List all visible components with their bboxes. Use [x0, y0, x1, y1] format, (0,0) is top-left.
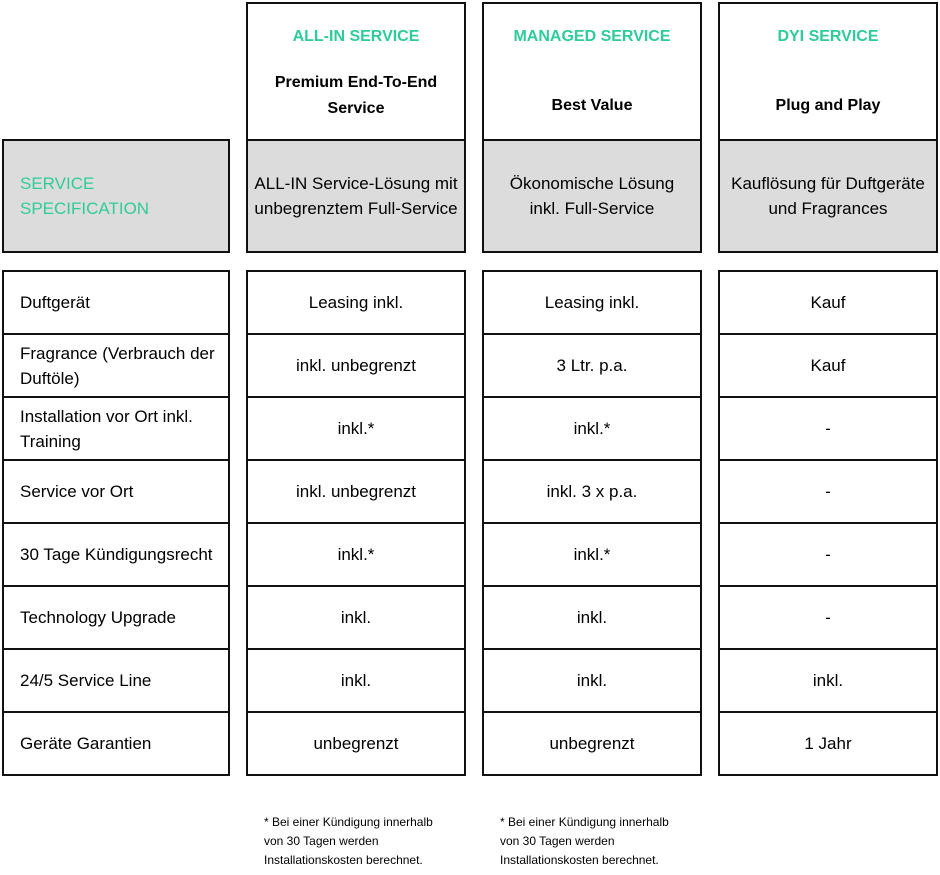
plan-description: ALL-IN Service-Lösung mit unbegrenztem Full-Service [254, 174, 458, 218]
plan-name: MANAGED SERVICE [513, 28, 671, 45]
plan-subtitle: Best Value [551, 97, 633, 114]
feature-value: inkl. unbegrenzt [246, 333, 466, 398]
feature-value: unbegrenzt [482, 711, 702, 776]
feature-value: Leasing inkl. [482, 270, 702, 335]
feature-value: inkl. [246, 648, 466, 713]
feature-value: inkl.* [246, 522, 466, 587]
plan-name: DYI SERVICE [777, 28, 879, 45]
feature-label: Technology Upgrade [2, 585, 230, 650]
feature-value: inkl. [718, 648, 938, 713]
feature-label: Fragrance (Verbrauch der Duftöle) [2, 333, 230, 398]
feature-label: Geräte Garantien [2, 711, 230, 776]
feature-value: inkl.* [246, 396, 466, 461]
footnote-managed: * Bei einer Kündigung innerhalb von 30 Tagen werden Installationskosten berechnet. [500, 815, 669, 867]
service-specification-title [2, 139, 230, 253]
feature-value: inkl. [246, 585, 466, 650]
plan-name: ALL-IN SERVICE [292, 28, 420, 45]
feature-value: - [718, 585, 938, 650]
feature-value: 3 Ltr. p.a. [482, 333, 702, 398]
plan-header-dyi [718, 2, 938, 142]
feature-value: Kauf [718, 270, 938, 335]
feature-value: inkl. [482, 648, 702, 713]
feature-value: inkl. unbegrenzt [246, 459, 466, 524]
plan-description: Kauflösung für Duftgeräte und Fragrances [731, 174, 925, 218]
footnote-all-in: * Bei einer Kündigung innerhalb von 30 Tagen werden Installationskosten berechnet. [264, 815, 433, 867]
feature-value: Leasing inkl. [246, 270, 466, 335]
feature-value: - [718, 522, 938, 587]
plan-subtitle: Plug and Play [775, 97, 881, 114]
plan-header-all-in [246, 2, 466, 142]
feature-value: Kauf [718, 333, 938, 398]
plan-description-all-in [246, 139, 466, 253]
feature-label: Installation vor Ort inkl. Training [2, 396, 230, 461]
plan-description-dyi [718, 139, 938, 253]
plan-description-managed [482, 139, 702, 253]
feature-value: - [718, 459, 938, 524]
plan-description: Ökonomische Lösung inkl. Full-Service [509, 174, 675, 218]
feature-label: Service vor Ort [2, 459, 230, 524]
feature-value: - [718, 396, 938, 461]
spec-title: SERVICE SPECIFICATION [20, 174, 150, 218]
feature-value: inkl. 3 x p.a. [482, 459, 702, 524]
plan-subtitle: Premium End-To-End Service [274, 74, 438, 117]
feature-value: unbegrenzt [246, 711, 466, 776]
plan-header-managed [482, 2, 702, 142]
feature-value: 1 Jahr [718, 711, 938, 776]
feature-label: 24/5 Service Line [2, 648, 230, 713]
feature-value: inkl. [482, 585, 702, 650]
feature-value: inkl.* [482, 522, 702, 587]
feature-label: 30 Tage Kündigungsrecht [2, 522, 230, 587]
feature-value: inkl.* [482, 396, 702, 461]
feature-label: Duftgerät [2, 270, 230, 335]
